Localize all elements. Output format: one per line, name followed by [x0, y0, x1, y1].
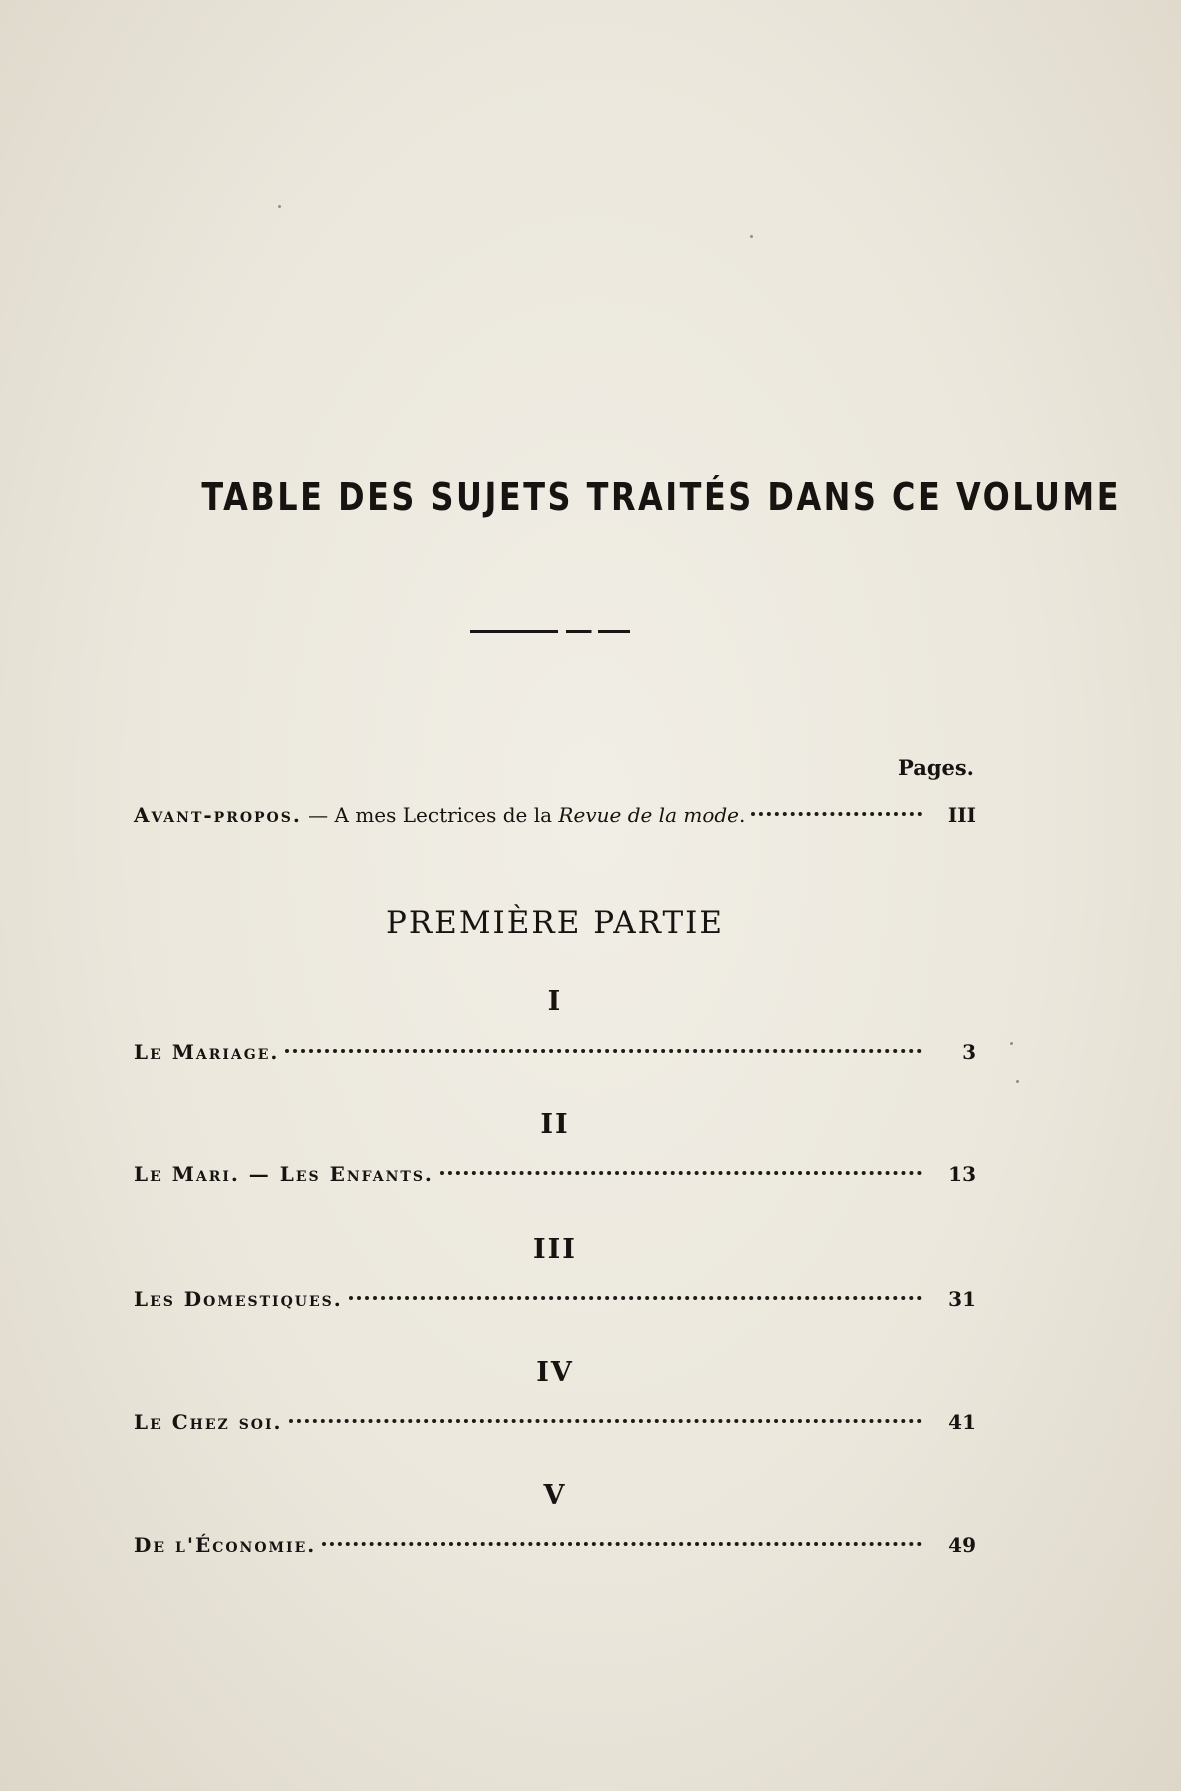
- paper-speck: [1016, 1080, 1019, 1083]
- page-title: TABLE DES SUJETS TRAITÉS DANS CE VOLUME: [201, 475, 1122, 519]
- toc-row: [134, 1410, 976, 1440]
- dot-leader: [440, 1171, 922, 1175]
- chapter-number: IV: [536, 1357, 574, 1388]
- dot-leader: [349, 1296, 922, 1300]
- page-number: 31: [948, 1287, 976, 1311]
- dot-leader: [751, 812, 922, 816]
- entry-title: De l'Économie.: [134, 1533, 317, 1557]
- paper-speck: [278, 205, 281, 208]
- toc-row: [134, 1162, 976, 1192]
- page-number: 3: [962, 1040, 976, 1064]
- entry-title: Le Mari. — Les Enfants.: [134, 1162, 434, 1186]
- entry-title: Le Chez soi.: [134, 1410, 283, 1434]
- title-rule: [470, 630, 630, 633]
- preface-italic: Revue de la mode: [558, 803, 740, 827]
- preface-suffix: .: [739, 803, 746, 827]
- chapter-number: V: [543, 1480, 567, 1511]
- chapter-number: II: [540, 1109, 570, 1140]
- chapter-number: III: [533, 1234, 577, 1265]
- paper-speck: [750, 235, 753, 238]
- page-number: III: [947, 803, 976, 827]
- page-number: 13: [948, 1162, 976, 1186]
- preface-label: Avant-propos.: [134, 803, 302, 827]
- toc-row: [134, 1040, 976, 1070]
- entry-title: [134, 803, 745, 827]
- preface-dash: — A mes Lectrices de la: [301, 803, 559, 827]
- toc-row-preface: [134, 803, 976, 833]
- toc-row: [134, 1533, 976, 1563]
- entry-title: Les Domestiques.: [134, 1287, 343, 1311]
- part-title: PREMIÈRE PARTIE: [385, 905, 725, 941]
- dot-leader: [289, 1419, 922, 1423]
- toc-row: [134, 1287, 976, 1317]
- dot-leader: [322, 1542, 922, 1546]
- entry-title: Le Mariage.: [134, 1040, 280, 1064]
- page-number: 41: [948, 1410, 976, 1434]
- paper-speck: [1010, 1042, 1013, 1045]
- pages-column-label: Pages.: [897, 755, 974, 780]
- chapter-number: I: [547, 986, 563, 1017]
- dot-leader: [285, 1049, 922, 1053]
- page-number: 49: [948, 1533, 976, 1557]
